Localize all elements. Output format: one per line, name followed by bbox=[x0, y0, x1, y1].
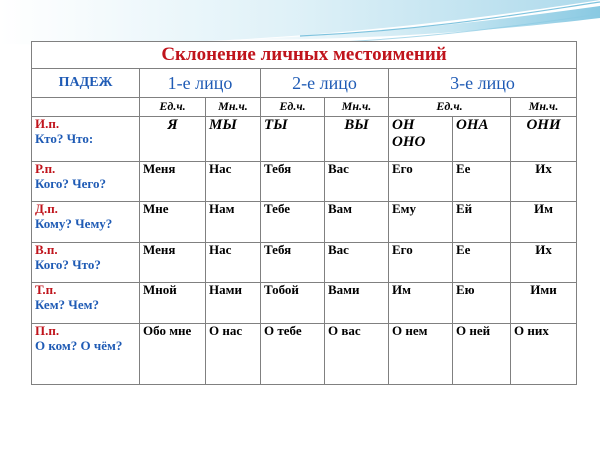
pronoun-form: Ею bbox=[453, 283, 511, 324]
case-question: Кто? Что: bbox=[35, 131, 94, 146]
pronoun-form: О вас bbox=[325, 324, 389, 385]
pronoun-form: О них bbox=[511, 324, 577, 385]
case-abbreviation: П.п. bbox=[35, 323, 60, 339]
case-cell bbox=[32, 117, 140, 162]
person-header-row bbox=[32, 69, 577, 97]
case-cell bbox=[32, 161, 140, 202]
pronoun-form: Обо мне bbox=[140, 324, 206, 385]
pronoun-form: ОНА bbox=[453, 117, 511, 162]
pronoun-form: ОНИ bbox=[511, 117, 577, 162]
pronoun-form: Вас bbox=[325, 161, 389, 202]
case-abbreviation: Т.п. bbox=[35, 282, 57, 298]
number-header: Ед.ч. bbox=[261, 97, 325, 116]
table-row bbox=[32, 161, 577, 202]
pronoun-form: Ее bbox=[453, 161, 511, 202]
table-row bbox=[32, 324, 577, 385]
case-cell bbox=[32, 283, 140, 324]
case-cell bbox=[32, 202, 140, 243]
pronoun-form: О тебе bbox=[261, 324, 325, 385]
table-title: Склонение личных местоимений bbox=[32, 42, 577, 69]
empty-corner-cell bbox=[32, 97, 140, 116]
pronoun-form: Вам bbox=[325, 202, 389, 243]
pronoun-form: Ее bbox=[453, 242, 511, 283]
table-row bbox=[32, 202, 577, 243]
pronoun-form: Его bbox=[389, 242, 453, 283]
pronoun-form: Вас bbox=[325, 242, 389, 283]
pronoun-form: О нас bbox=[206, 324, 261, 385]
first-person-header: 1-е лицо bbox=[140, 69, 261, 97]
pronoun-form: Нас bbox=[206, 242, 261, 283]
third-person-header: 3-е лицо bbox=[389, 69, 577, 97]
pronoun-form: Нами bbox=[206, 283, 261, 324]
table-row bbox=[32, 242, 577, 283]
pronoun-form: Нам bbox=[206, 202, 261, 243]
pronoun-form: Нас bbox=[206, 161, 261, 202]
number-header: Мн.ч. bbox=[325, 97, 389, 116]
case-cell bbox=[32, 324, 140, 385]
number-header: Ед.ч. bbox=[140, 97, 206, 116]
case-abbreviation: Д.п. bbox=[35, 201, 58, 217]
pronoun-form: Ей bbox=[453, 202, 511, 243]
case-abbreviation: Р.п. bbox=[35, 161, 56, 176]
case-cell bbox=[32, 242, 140, 283]
table-row bbox=[32, 283, 577, 324]
pronoun-form: ОН ОНО bbox=[389, 117, 453, 162]
pronoun-form: Вами bbox=[325, 283, 389, 324]
pronoun-form: О нем bbox=[389, 324, 453, 385]
pronoun-form: Их bbox=[511, 242, 577, 283]
number-header: Ед.ч. bbox=[389, 97, 511, 116]
table-row bbox=[32, 117, 577, 162]
number-header: Мн.ч. bbox=[511, 97, 577, 116]
pronoun-form: Тобой bbox=[261, 283, 325, 324]
pronoun-form: Тебе bbox=[261, 202, 325, 243]
pronoun-form: Его bbox=[389, 161, 453, 202]
case-abbreviation: В.п. bbox=[35, 242, 58, 257]
case-abbreviation: И.п. bbox=[35, 116, 60, 132]
case-column-header: ПАДЕЖ bbox=[32, 69, 140, 97]
pronoun-form: Меня bbox=[140, 161, 206, 202]
case-question: Кого? Чего? bbox=[35, 175, 106, 191]
pronoun-form: Мной bbox=[140, 283, 206, 324]
number-header-row bbox=[32, 97, 577, 116]
case-question: О ком? О чём? bbox=[35, 337, 123, 353]
title-row bbox=[32, 42, 577, 69]
pronoun-form: МЫ bbox=[206, 117, 261, 162]
pronoun-form: Ему bbox=[389, 202, 453, 243]
pronoun-form: Ими bbox=[511, 283, 577, 324]
pronoun-form: Им bbox=[389, 283, 453, 324]
pronoun-form: О ней bbox=[453, 324, 511, 385]
pronoun-form: Тебя bbox=[261, 161, 325, 202]
number-header: Мн.ч. bbox=[206, 97, 261, 116]
second-person-header: 2-е лицо bbox=[261, 69, 389, 97]
pronoun-form: Тебя bbox=[261, 242, 325, 283]
case-question: Кого? Что? bbox=[35, 256, 101, 272]
pronoun-form: Их bbox=[511, 161, 577, 202]
pronoun-form: Меня bbox=[140, 242, 206, 283]
case-question: Кому? Чему? bbox=[35, 216, 113, 232]
pronoun-form: Им bbox=[511, 202, 577, 243]
case-question: Кем? Чем? bbox=[35, 297, 99, 313]
pronoun-declension-table bbox=[31, 41, 577, 385]
pronoun-form: Я bbox=[140, 117, 206, 162]
pronoun-form: ВЫ bbox=[325, 117, 389, 162]
pronoun-form: Мне bbox=[140, 202, 206, 243]
pronoun-form: ТЫ bbox=[261, 117, 325, 162]
